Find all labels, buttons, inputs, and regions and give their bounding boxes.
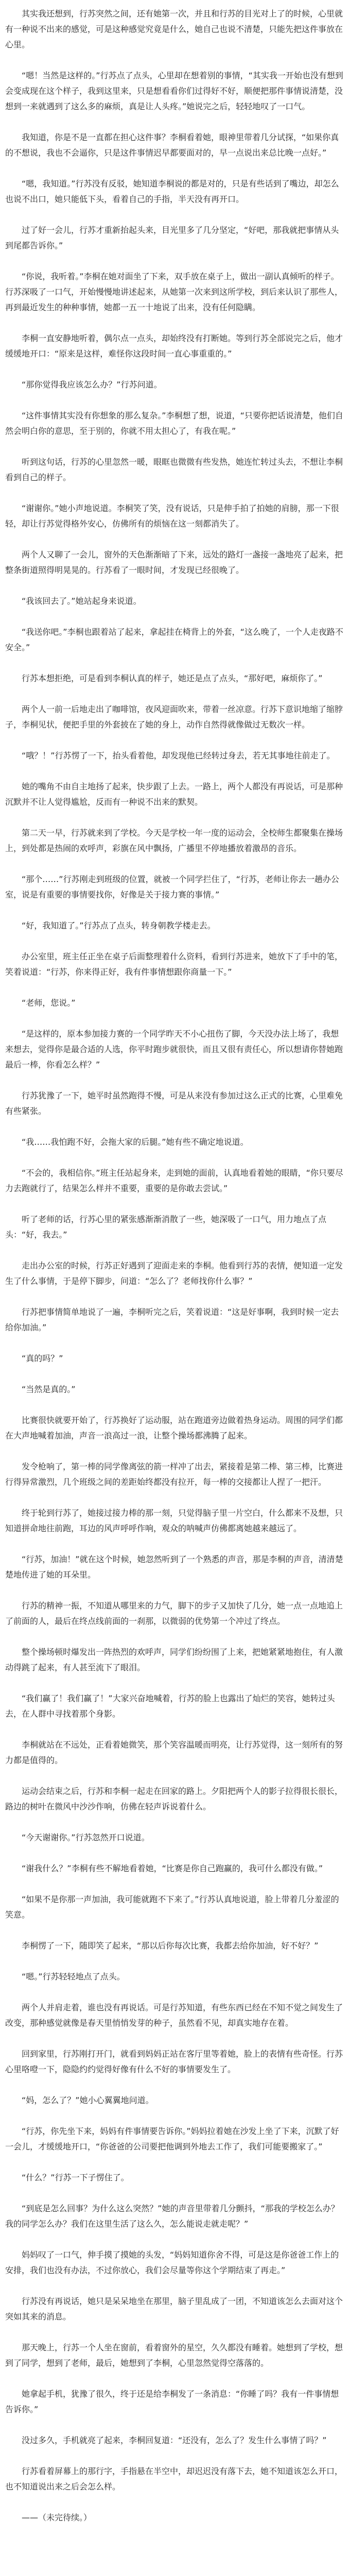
paragraph: “今天谢谢你。”行苏忽然开口说道。 <box>22 1833 150 1842</box>
paragraph: “我……我怕跑不好，会拖大家的后腿。”她有些不确定地说道。 <box>22 1137 249 1147</box>
paragraph: 妈妈叹了一口气，伸手摸了摸她的头发，“妈妈知道你舍不得，可是这是你爸爸工作上的安排，我们也没有办法，不过你放心，我们会尽量等你这个学期结束了再走。” <box>5 2250 339 2275</box>
paragraph: 我知道，你是不是一直都在担心这件事？李桐看着她，眼神里带着几分试探，“如果你真的不想说，我也不会逼你，只是这件事情迟早都要面对的，早一点说出来总比晚一点好。” <box>5 132 339 158</box>
paragraph: 行苏看着屏幕上的那行字，手指悬在半空中，却迟迟没有落下去，她不知道该怎么开口，也不知道说出来之后会怎么样。 <box>5 2466 343 2492</box>
paragraph: 终于轮到行苏了，她接过接力棒的那一刻，只觉得脑子里一片空白，什么都来不及想，只知道拼命地往前跑，耳边的风声呼呼作响，观众的呐喊声仿佛都离她越来越远了。 <box>5 1508 343 1533</box>
paragraph: “那个……”行苏刚走到班级的位置，就被一个同学拦住了，“行苏，老师让你去一趟办公室，说是有重要的事情要找你，好像是关于接力赛的事情。” <box>5 874 339 900</box>
paragraph: 整个操场顿时爆发出一阵热烈的欢呼声，同学们纷纷围了上来，把她紧紧地抱住，有人激动得跳了起来，有人甚至流下了眼泪。 <box>5 1647 343 1672</box>
paragraph: “嗯！当然是这样的。”行苏点了点头，心里却在想着别的事情，“其实我一开始也没有想到会变成现在这个样子，我到这里来，只是想看看你们过得好不好，顺便把那件事情说清楚，没想到一来就遇到了这么多的麻烦，真是让人头疼。”她说完之后，轻轻地叹了一口气。 <box>5 71 343 111</box>
paragraph: “我送你吧。”李桐也跟着站了起来，拿起挂在椅背上的外套，“这么晚了，一个人走夜路不安全。” <box>5 627 343 652</box>
paragraph: 过了好一会儿，行苏才重新抬起头来，目光里多了几分坚定，“好吧，那我就把事情从头到尾都告诉你。” <box>5 225 339 250</box>
paragraph: “谢谢你。”她小声地说道。李桐笑了笑，没有说话，只是伸手拍了拍她的肩膀，那一下很轻，却让行苏觉得格外安心，仿佛所有的烦恼在这一刻都消失了。 <box>5 503 339 529</box>
paragraph: 她拿起手机，犹豫了很久，终于还是给李桐发了一条消息：“你睡了吗？我有一件事情想告诉你。” <box>5 2389 339 2414</box>
paragraph: 走出办公室的时候，行苏正好遇到了迎面走来的李桐。他看到行苏的表情，便知道一定发生了什么事情，于是停下脚步，问道：“怎么了？老师找你什么事？” <box>5 1261 343 1286</box>
paragraph: 行苏犹豫了一下，她平时虽然跑得不慢，可是从来没有参加过这么正式的比赛，心里难免有些紧张。 <box>5 1091 343 1116</box>
paragraph: “妈，怎么了？”她小心翼翼地问道。 <box>22 2095 154 2105</box>
paragraph: “那你觉得我应该怎么办？”行苏问道。 <box>22 380 162 389</box>
paragraph: “哦？！”行苏愣了一下，抬头看着他，却发现他已经转过身去，若无其事地往前走了。 <box>22 751 335 760</box>
paragraph: “如果不是你那一声加油，我可能就跑不下来了。”行苏认真地说道，脸上带着几分羞涩的笑意。 <box>5 1894 339 1920</box>
paragraph: 两个人又聊了一会儿，窗外的天色渐渐暗了下来，远处的路灯一盏接一盏地亮了起来，把整条街道照得明晃晃的。行苏看了一眼时间，才发现已经很晚了。 <box>5 550 343 575</box>
paragraph: “这件事情其实没有你想象的那么复杂。”李桐想了想，说道，“只要你把话说清楚，他们自然会明白你的意思，至于别的，你就不用太担心了，有我在呢。” <box>5 411 343 436</box>
paragraph: 比赛很快就要开始了，行苏换好了运动服，站在跑道旁边做着热身运动。周围的同学们都在大声地喊着加油，声音一浪高过一浪，让整个操场都沸腾了起来。 <box>5 1415 343 1440</box>
paragraph: “嗯，我知道。”行苏没有反驳，她知道李桐说的都是对的，只是有些话到了嘴边，却怎么也说不出口，她只能低下头，看着自己的手指，半天没有再开口。 <box>5 179 339 204</box>
paragraph: 行苏本想拒绝，可是看到李桐认真的样子，她还是点了点头，“那好吧，麻烦你了。” <box>22 673 323 683</box>
paragraph: “我该回去了。”她站起身来说道。 <box>22 596 142 606</box>
paragraph: 行苏把事情简单地说了一遍，李桐听完之后，笑着说道：“这是好事啊，我到时候一定去给你加油。” <box>5 1307 339 1332</box>
paragraph: 运动会结束之后，行苏和李桐一起走在回家的路上。夕阳把两个人的影子拉得很长很长，路边的树叶在微风中沙沙作响，仿佛在轻声诉说着什么。 <box>5 1786 343 1811</box>
paragraph: “你说，我听着。”李桐在她对面坐了下来，双手放在桌子上，做出一副认真倾听的样子。行苏深吸了一口气，开始慢慢地讲述起来，从她第一次来到这所学校，到后来认识了那些人，再到最近发生的种种事情，她都一五一十地说了出来，没有任何隐瞒。 <box>5 272 343 312</box>
paragraph: “真的吗？” <box>22 1353 63 1363</box>
paragraph: “当然是真的。” <box>22 1384 76 1394</box>
paragraph: “行苏，你先坐下来，妈妈有件事情要告诉你。”妈妈拉着她在沙发上坐了下来，沉默了好一会儿，才缓缓地开口，“你爸爸的公司要把他调到外地去工作了，我们可能要搬家了。” <box>5 2126 339 2151</box>
paragraph: “什么？”行苏一下子愣住了。 <box>22 2173 129 2182</box>
paragraph: “不会的，我相信你。”班主任站起身来，走到她的面前，认真地看着她的眼睛，“你只要尽力去跑就行了，结果怎么样并不重要，重要的是你敢去尝试。” <box>5 1168 343 1193</box>
paragraph: 发令枪响了，第一棒的同学像离弦的箭一样冲了出去，紧接着是第二棒、第三棒，比赛进行得异常激烈，几个班级之间的差距始终都没有拉开，每一棒的交接都让人捏了一把汗。 <box>5 1462 343 1487</box>
paragraph: 行苏的精神一振，不知道从哪里来的力气，脚下的步子又加快了几分，她一点一点地追上了前面的人，最后在终点线前面的一刹那，以微弱的优势第一个冲过了终点。 <box>5 1601 343 1626</box>
paragraph: 听了老师的话，行苏心里的紧张感渐渐消散了一些，她深吸了一口气，用力地点了点头：“好，我去。” <box>5 1214 327 1240</box>
paragraph: 李桐就站在不远处，正看着她微笑，那个笑容温暖而明亮，让行苏觉得，这一刻所有的努力都是值得的。 <box>5 1740 343 1765</box>
chapter-body <box>5 6 345 2495</box>
paragraph: 两个人并肩走着，谁也没有再说话。可是行苏知道，有些东西已经在不知不觉之间发生了改变，那种感觉就像是春天里悄悄发芽的种子，虽然看不见，却真实地存在着。 <box>5 2003 343 2028</box>
paragraph: “我们赢了！我们赢了！”大家兴奋地喊着，行苏的脸上也露出了灿烂的笑容，她转过头去，在人群中寻找着那个身影。 <box>5 1693 335 1719</box>
chapter-end-note: ——（未完待续。） <box>22 2513 92 2522</box>
paragraph: 听到这句话，行苏的心里忽然一暖，眼眶也微微有些发热，她连忙转过头去，不想让李桐看到自己的样子。 <box>5 457 343 482</box>
paragraph: “谢我什么？”李桐有些不解地看着她，“比赛是你自己跑赢的，我可什么都没有做。” <box>22 1863 323 1873</box>
paragraph: “是这样的，原本参加接力赛的一个同学昨天不小心扭伤了脚，今天没办法上场了，我想来想去，觉得你是最合适的人选，你平时跑步就很快，而且又很有责任心，所以想请你替她跑最后一棒，你看怎么样？” <box>5 1029 343 1070</box>
paragraph: 行苏没有再说话，她只是呆呆地坐在那里，脑子里乱成了一团，不知道该怎么去面对这个突如其来的消息。 <box>5 2296 343 2321</box>
paragraph: 回到家里，行苏刚打开门，就看到妈妈正站在客厅里等着她，脸上的表情有些奇怪。行苏心里咯噔一下，隐隐约约觉得好像有什么不好的事情要发生了。 <box>5 2049 343 2074</box>
paragraph: 其实我还想到，行苏突然之间，还有她第一次，并且和行苏的目光对上了的时候，心里就有一种说不出来的感觉，可是这种感觉究竟是什么，她自己也说不清楚，只能先把这件事放在心里。 <box>5 9 343 49</box>
paragraph: 第二天一早，行苏就来到了学校。今天是学校一年一度的运动会，全校师生都聚集在操场上，到处都是热闹的欢呼声，彩旗在风中飘扬，广播里不停地播放着激昂的音乐。 <box>5 828 343 853</box>
paragraph: 她的嘴角不由自主地扬了起来，快步跟了上去。一路上，两个人都没有再说话，可是那种沉默并不让人觉得尴尬，反而有一种说不出来的默契。 <box>5 782 343 807</box>
paragraph: 李桐愣了一下，随即笑了起来，“那以后你每次比赛，我都去给你加油，好不好？” <box>22 1941 319 1951</box>
paragraph: 那天晚上，行苏一个人坐在窗前，看着窗外的星空，久久都没有睡着。她想到了学校，想到了同学，想到了老师，最后，她想到了李桐，心里忽然觉得空落落的。 <box>5 2343 343 2368</box>
paragraph: 李桐一直安静地听着，偶尔点一点头，却始终没有打断她。等到行苏全部说完之后，他才缓缓地开口：“原来是这样，难怪你这段时间一直心事重重的。” <box>5 333 343 359</box>
paragraph: 没过多久，手机就亮了起来，李桐回复道：“还没有，怎么了？发生什么事情了吗？” <box>22 2435 327 2445</box>
paragraph: “嗯。”行苏轻轻地点了点头。 <box>22 1972 125 1981</box>
paragraph: 办公室里，班主任正坐在桌子后面整理着什么资料，看到行苏进来，她放下了手中的笔，笑着说道：“行苏，你来得正好，我有件事情想跟你商量一下。” <box>5 952 343 977</box>
paragraph: “到底是怎么回事？为什么这么突然？”她的声音里带着几分颤抖，“那我的学校怎么办？我的同学怎么办？我们在这里生活了这么久，怎么能说走就走呢？” <box>5 2204 339 2229</box>
paragraph: 两个人一前一后地走出了咖啡馆，夜风迎面吹来，带着一丝凉意。行苏下意识地缩了缩脖子，李桐见状，便把手里的外套披在了她的身上，动作自然得就像做过无数次一样。 <box>5 704 343 730</box>
paragraph: “老师，您说。” <box>22 998 76 1008</box>
chapter-footer <box>5 2510 345 2526</box>
paragraph: “好，我知道了。”行苏点了点头，转身朝教学楼走去。 <box>22 921 216 930</box>
paragraph: “行苏，加油！”就在这个时候，她忽然听到了一个熟悉的声音，那是李桐的声音，清清楚楚地传进了她的耳朵里。 <box>5 1554 343 1580</box>
